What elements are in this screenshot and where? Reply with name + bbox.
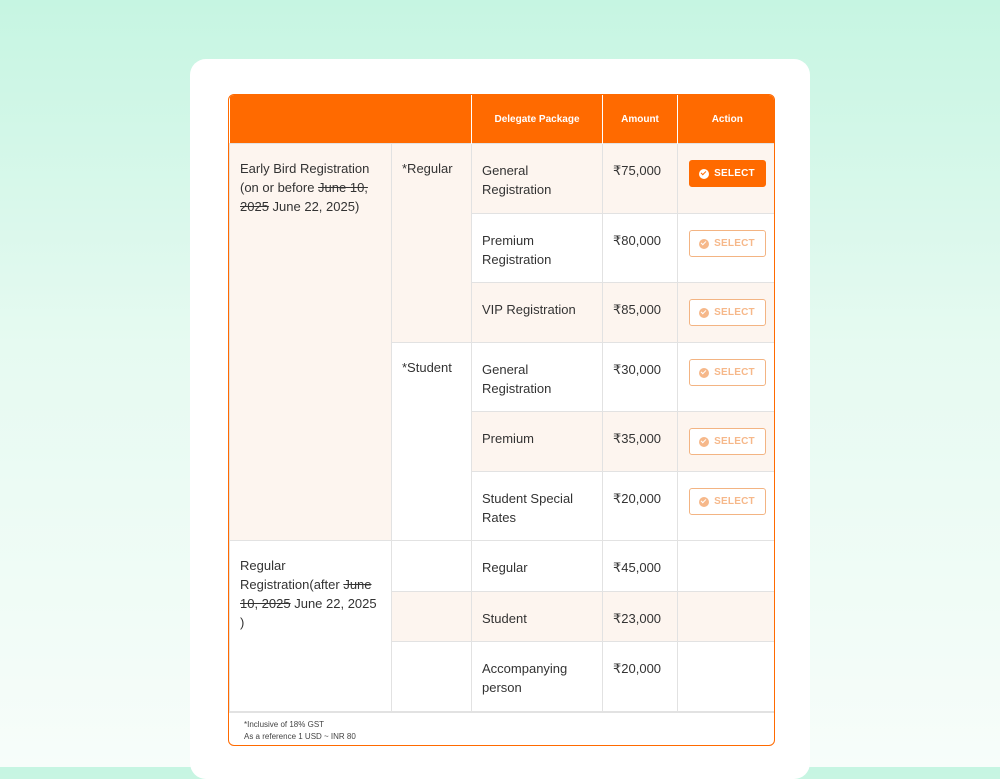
select-button[interactable]: SELECT [689, 160, 766, 187]
package-amount: ₹75,000 [603, 144, 678, 214]
empty-cell [392, 642, 472, 712]
select-button[interactable]: SELECT [689, 299, 766, 326]
package-name: General Registration [472, 144, 603, 214]
action-cell [678, 214, 776, 283]
action-cell [678, 541, 776, 592]
table-header-row [230, 95, 776, 144]
early-bird-category: Early Bird Registration (on or before June 10, 2025 June 22, 2025) [230, 144, 392, 541]
currency-note: As a reference 1 USD ~ INR 80 [244, 732, 356, 741]
package-name: Student [472, 592, 603, 642]
action-cell [678, 283, 776, 343]
package-amount: ₹45,000 [603, 541, 678, 592]
package-amount: ₹23,000 [603, 592, 678, 642]
check-circle-icon [699, 437, 709, 447]
header-blank [230, 95, 472, 144]
footnotes [229, 712, 774, 743]
package-amount: ₹30,000 [603, 343, 678, 412]
check-circle-icon [699, 169, 709, 179]
check-circle-icon [699, 497, 709, 507]
package-amount: ₹80,000 [603, 214, 678, 283]
student-subcategory: *Student [392, 343, 472, 541]
old-date: June 10, 2025 [240, 180, 368, 214]
action-cell [678, 412, 776, 472]
table-row [230, 541, 776, 592]
action-cell [678, 472, 776, 541]
regular-category: Regular Registration(after June 10, 2025 June 22, 2025 ) [230, 541, 392, 712]
check-circle-icon [699, 239, 709, 249]
package-amount: ₹20,000 [603, 642, 678, 712]
action-cell [678, 343, 776, 412]
select-button[interactable]: SELECT [689, 488, 766, 515]
fees-table [229, 95, 775, 712]
gst-note: *Inclusive of 18% GST [244, 720, 325, 729]
select-button[interactable]: SELECT [689, 428, 766, 455]
action-cell [678, 592, 776, 642]
empty-cell [392, 592, 472, 642]
package-name: Premium Registration [472, 214, 603, 283]
package-name: Regular [472, 541, 603, 592]
package-name: VIP Registration [472, 283, 603, 343]
check-circle-icon [699, 308, 709, 318]
check-circle-icon [699, 368, 709, 378]
header-amount: Amount [603, 95, 678, 144]
select-button[interactable]: SELECT [689, 359, 766, 386]
package-amount: ₹85,000 [603, 283, 678, 343]
package-name: General Registration [472, 343, 603, 412]
empty-cell [392, 541, 472, 592]
package-name: Premium [472, 412, 603, 472]
regular-subcategory: *Regular [392, 144, 472, 343]
old-date: June 10, 2025 [240, 577, 372, 611]
action-cell [678, 144, 776, 214]
registration-fees-table [228, 94, 775, 746]
action-cell [678, 642, 776, 712]
package-amount: ₹20,000 [603, 472, 678, 541]
package-name: Accompanying person [472, 642, 603, 712]
package-name: Student Special Rates [472, 472, 603, 541]
header-action: Action [678, 95, 776, 144]
table-row [230, 144, 776, 214]
header-delegate-package: Delegate Package [472, 95, 603, 144]
select-button[interactable]: SELECT [689, 230, 766, 257]
package-amount: ₹35,000 [603, 412, 678, 472]
